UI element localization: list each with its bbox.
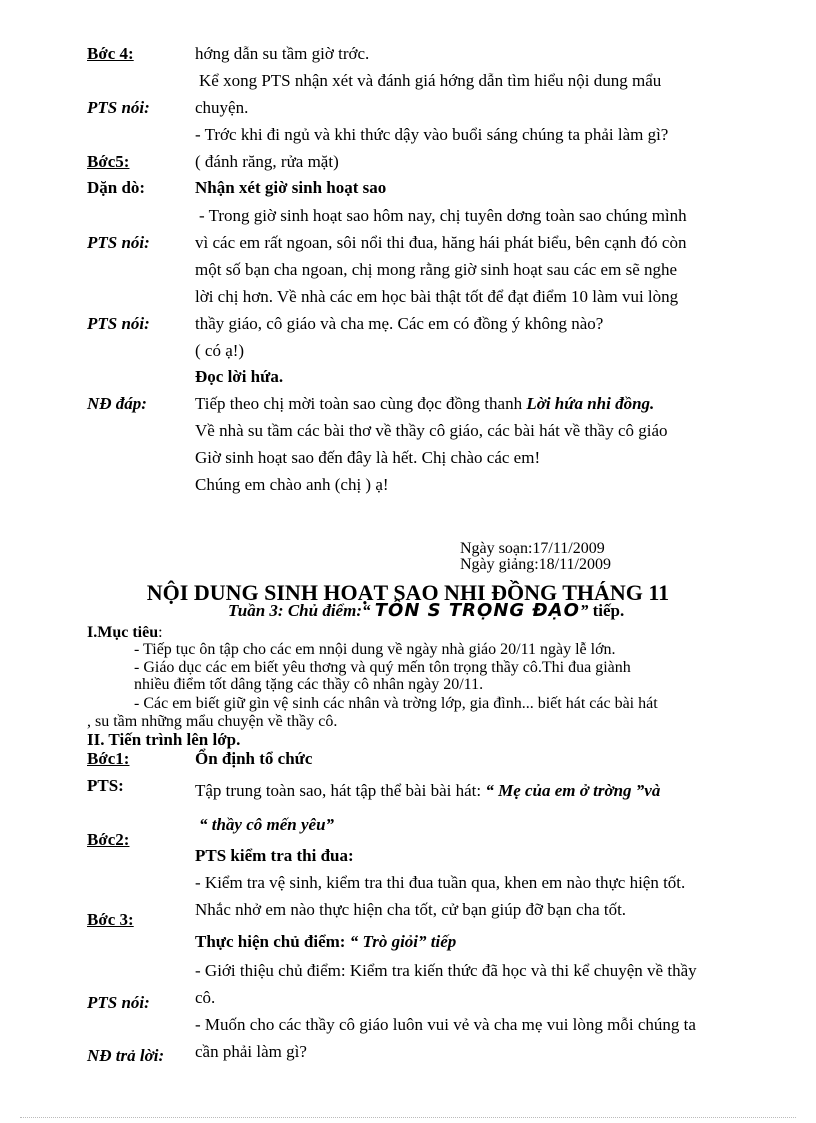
text-line: Tập trung toàn sao, hát tập thể bài bài hát: “ Mẹ của em ở trờng ”và xyxy=(195,781,661,800)
text-line: Nhắc nhở em nào thực hiện cha tốt, cử bạn giúp đỡ bạn cha tốt. xyxy=(195,900,627,919)
label-buoc-2: Bớc2: xyxy=(87,830,130,849)
date-prepared: Ngày soạn:17/11/2009 xyxy=(460,540,605,557)
text-line: - Kiểm tra vệ sinh, kiểm tra thi đua tuần qua, khen em nào thực hiện tốt. xyxy=(195,873,686,892)
label-pts-noi-3: PTS nói: xyxy=(87,314,150,333)
goal-line: , su tầm những mẩu chuyện về thầy cô. xyxy=(87,713,338,730)
theme-title: TÔN S TRỌNG ĐẠO xyxy=(374,600,580,621)
label-pts: PTS: xyxy=(87,776,124,795)
label-buoc-5: Bớc5: xyxy=(87,152,130,171)
section-heading-chu-diem: Thực hiện chủ điểm: “ Trò giỏi” tiếp xyxy=(195,932,457,951)
text-line: thầy giáo, cô giáo và cha mẹ. Các em có đồng ý không nào? xyxy=(195,314,604,333)
text-line: Về nhà su tầm các bài thơ về thầy cô giáo, các bài hát về thầy cô giáo xyxy=(195,421,668,440)
date-taught: Ngày giảng:18/11/2009 xyxy=(460,556,611,573)
promise-title: Lời hứa nhi đồng. xyxy=(526,394,655,413)
text-line: Tiếp theo chị mời toàn sao cùng đọc đồng thanh Lời hứa nhi đồng. xyxy=(195,394,655,413)
goal-line: nhiều điểm tốt dâng tặng các thầy cô nhân ngày 20/11. xyxy=(134,676,484,693)
text-line: hớng dẫn su tầm giờ trớc. xyxy=(195,44,370,63)
label-buoc-4: Bớc 4: xyxy=(87,44,134,63)
week-subtitle: Tuần 3: Chủ điểm:“ TÔN S TRỌNG ĐẠO” tiếp. xyxy=(228,600,625,621)
label-pts-noi-1: PTS nói: xyxy=(87,98,150,117)
section-heading-kiem-tra: PTS kiểm tra thi đua: xyxy=(195,846,354,865)
text-line: cần phải làm gì? xyxy=(195,1042,307,1061)
song-title-2: “ thầy cô mến yêu” xyxy=(199,815,335,834)
section-heading-nhan-xet: Nhận xét giờ sinh hoạt sao xyxy=(195,178,387,197)
label-pts-noi-2: PTS nói: xyxy=(87,233,150,252)
text-line: Giờ sinh hoạt sao đến đây là hết. Chị chào các em! xyxy=(195,448,541,467)
text-line: cô. xyxy=(195,988,216,1007)
text-line: Kể xong PTS nhận xét và đánh giá hớng dẫn tìm hiểu nội dung mẩu xyxy=(199,71,662,90)
song-title: “ Mẹ của em ở trờng ”và xyxy=(485,781,661,800)
text-line: - Trong giờ sinh hoạt sao hôm nay, chị tuyên dơng toàn sao chúng mình xyxy=(199,206,687,225)
goals-heading: I.Mục tiêu: xyxy=(87,624,163,641)
label-pts-noi-4: PTS nói: xyxy=(87,993,150,1012)
label-nd-dap: NĐ đáp: xyxy=(87,394,147,413)
text-line: một số bạn cha ngoan, chị mong rằng giờ sinh hoạt sau các em sẽ nghe xyxy=(195,260,678,279)
text-line: - Muốn cho các thầy cô giáo luôn vui vẻ và cha mẹ vui lòng mỗi chúng ta xyxy=(195,1015,696,1034)
text-line: - Giới thiệu chủ điểm: Kiểm tra kiến thức đã học và thi kể chuyện về thầy xyxy=(195,961,697,980)
text-line: chuyện. xyxy=(195,98,249,117)
goal-line: - Tiếp tục ôn tập cho các em nnội dung về ngày nhà giáo 20/11 ngày lễ lớn. xyxy=(134,641,616,658)
text-line: Chúng em chào anh (chị ) ạ! xyxy=(195,475,389,494)
page-bottom-divider xyxy=(20,1117,796,1118)
label-buoc-3: Bớc 3: xyxy=(87,910,134,929)
label-dan-do: Dặn dò: xyxy=(87,178,146,197)
text-line: lời chị hơn. Về nhà các em học bài thật tốt để đạt điểm 10 làm vui lòng xyxy=(195,287,679,306)
label-buoc-1: Bớc1: xyxy=(87,749,130,768)
label-nd-tra-loi: NĐ trả lời: xyxy=(87,1046,165,1065)
section-heading-doc-loi-hua: Đọc lời hứa. xyxy=(195,367,284,386)
text-line: - Trớc khi đi ngủ và khi thức dậy vào buổi sáng chúng ta phải làm gì? xyxy=(195,125,669,144)
text-line: ( có ạ!) xyxy=(195,341,245,360)
goal-line: - Các em biết giữ gìn vệ sinh các nhân và trờng lớp, gia đình... biết hát các bài hát xyxy=(134,695,658,712)
page-title: NỘI DUNG SINH HOẠT SAO NHI ĐỒNG THÁNG 11 xyxy=(146,580,670,605)
section-heading-on-dinh: Ổn định tổ chức xyxy=(195,749,313,768)
section-heading-tien-trinh: II. Tiến trình lên lớp. xyxy=(87,730,241,749)
text-line: vì các em rất ngoan, sôi nổi thi đua, hăng hái phát biểu, bên cạnh đó còn xyxy=(195,233,687,252)
goal-line: - Giáo dục các em biết yêu thơng và quý mến tôn trọng thầy cô.Thi đua giành xyxy=(134,659,631,676)
text-line: ( đánh răng, rửa mặt) xyxy=(195,152,339,171)
